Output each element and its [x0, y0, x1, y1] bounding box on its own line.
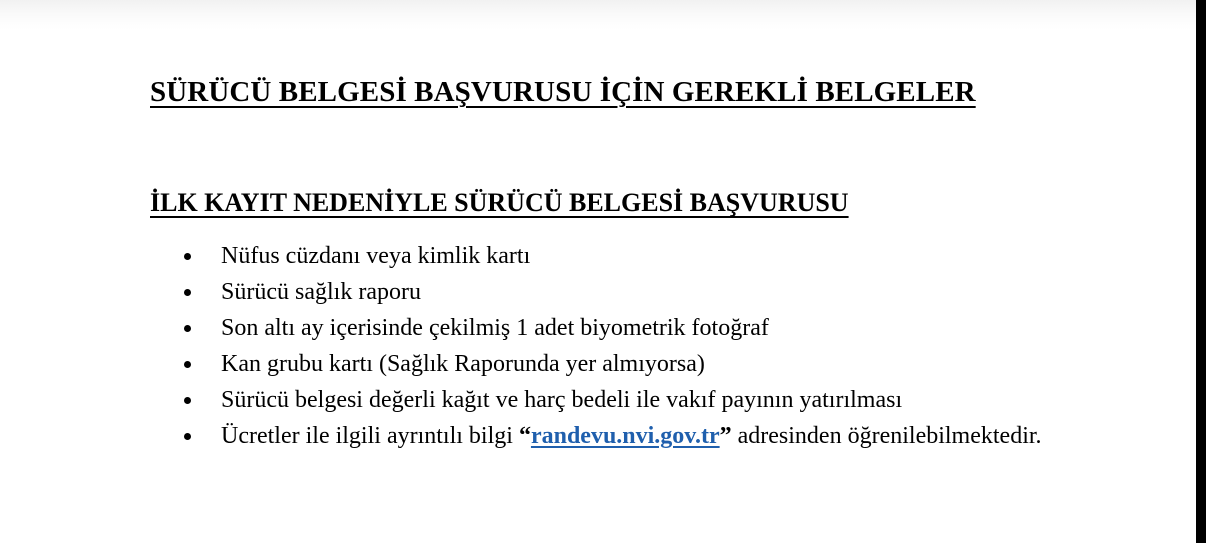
list-item: [176, 238, 1176, 274]
list-item: [176, 382, 1176, 418]
bullet-icon: [184, 253, 191, 260]
list-item-text: Sürücü sağlık raporu: [221, 279, 421, 305]
bullet-icon: [184, 289, 191, 296]
page-title: SÜRÜCÜ BELGESİ BAŞVURUSU İÇİN GEREKLİ BELGELER: [150, 76, 976, 108]
bullet-icon: [184, 361, 191, 368]
list-item-fees-info: [176, 418, 1176, 454]
section-heading: İLK KAYIT NEDENİYLE SÜRÜCÜ BELGESİ BAŞVURUSU: [150, 188, 849, 217]
fees-info-suffix: adresinden öğrenilebilmektedir.: [731, 423, 1042, 449]
list-item: [176, 346, 1176, 382]
required-documents-list: [176, 238, 1176, 454]
bullet-icon: [184, 433, 191, 440]
list-item-text: Sürücü belgesi değerli kağıt ve harç bedeli ile vakıf payının yatırılması: [221, 387, 903, 413]
bullet-icon: [184, 397, 191, 404]
open-quote: “: [518, 423, 531, 449]
list-item-text: Kan grubu kartı (Sağlık Raporunda yer almıyorsa): [221, 351, 705, 377]
list-item-text: Nüfus cüzdanı veya kimlik kartı: [221, 243, 531, 269]
bullet-icon: [184, 325, 191, 332]
list-item: [176, 310, 1176, 346]
close-quote: ”: [719, 423, 732, 449]
nvi-randevu-link[interactable]: randevu.nvi.gov.tr: [530, 423, 720, 449]
fees-info-prefix: Ücretler ile ilgili ayrıntılı bilgi: [221, 423, 519, 449]
list-item-text: Son altı ay içerisinde çekilmiş 1 adet biyometrik fotoğraf: [221, 315, 769, 341]
list-item: [176, 274, 1176, 310]
